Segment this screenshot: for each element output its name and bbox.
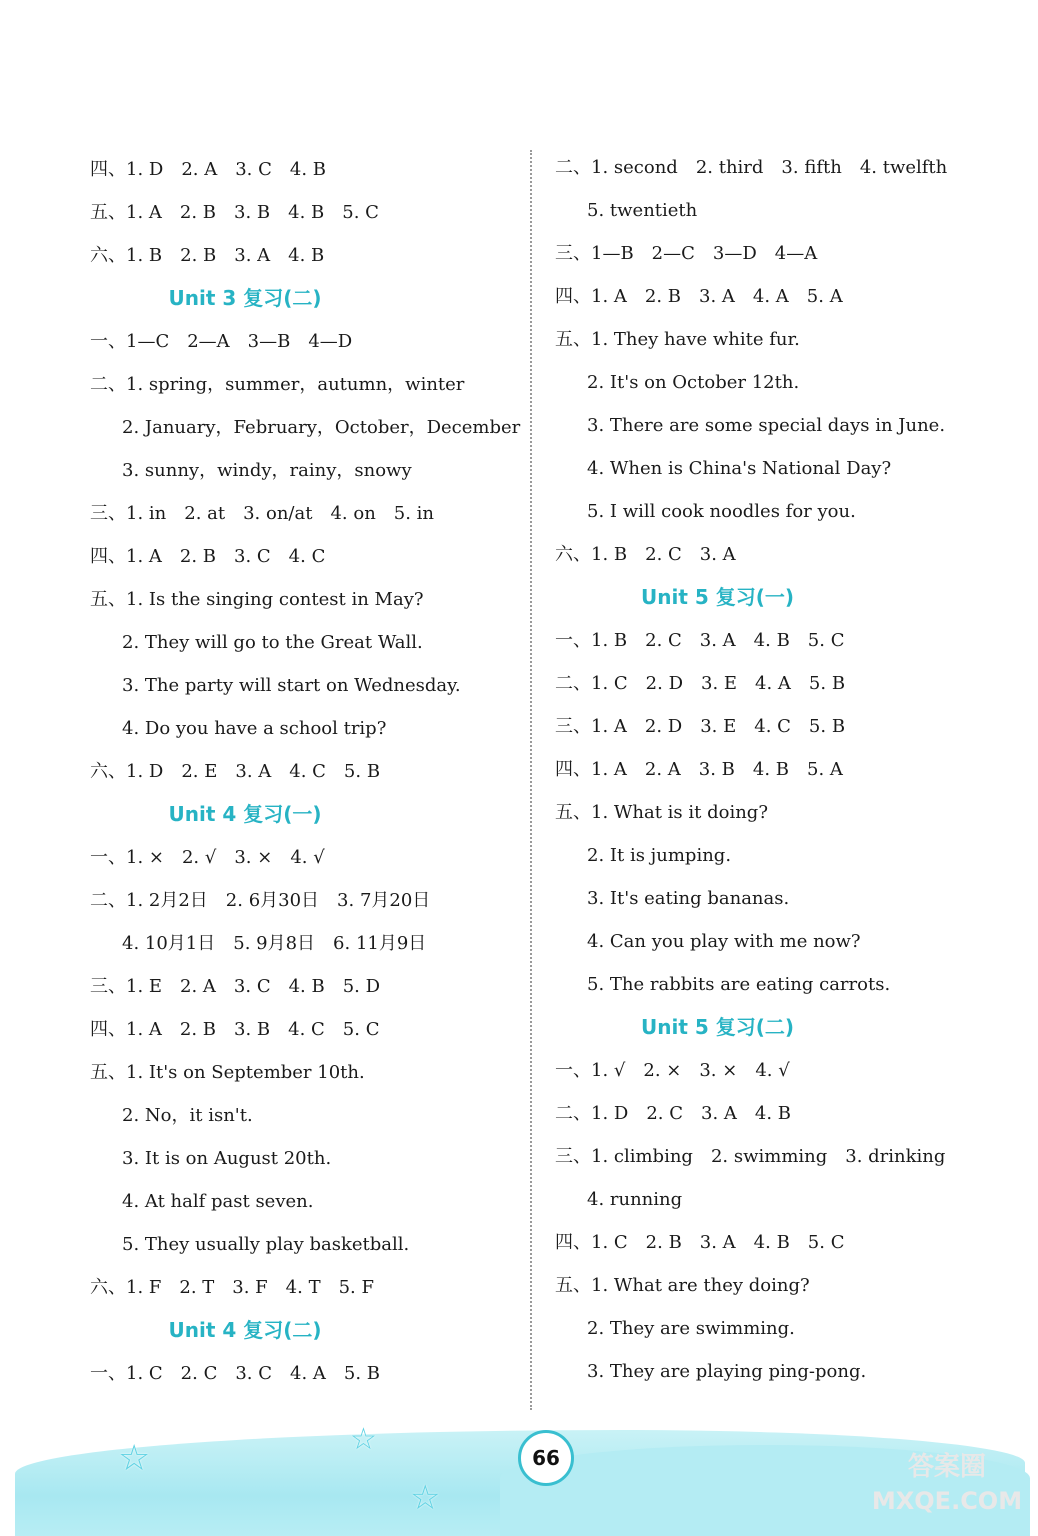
answer-row: 四、1. A 2. B 3. A 4. A 5. A [555,286,843,307]
page-footer [0,1400,1038,1536]
answer-row: 一、1. √ 2. × 3. × 4. √ [555,1060,790,1081]
answer-row: 4. running [587,1189,683,1210]
answer-row: 三、1—B 2—C 3—D 4—A [555,243,818,264]
answer-row: 4. Can you play with me now? [587,931,861,952]
answer-row: 3. It's eating bananas. [587,888,790,909]
answer-row: 4. At half past seven. [122,1191,314,1212]
answer-row: 五、1. What is it doing? [555,802,768,823]
answer-row: 4. When is China's National Day? [587,458,892,479]
answer-row: 四、1. A 2. B 3. B 4. C 5. C [90,1019,380,1040]
watermark-text: 答案圈 [907,1452,986,1482]
left-column [90,148,521,1395]
answer-row: 3. sunny，windy，rainy，snowy [122,460,412,481]
answer-row: 2. They are swimming. [587,1318,795,1339]
answer-row: 五、1. A 2. B 3. B 4. B 5. C [90,202,379,223]
answer-row: 一、1. C 2. C 3. C 4. A 5. B [90,1363,381,1384]
answer-row: 2. It is jumping. [587,845,732,866]
answer-row: 一、1. B 2. C 3. A 4. B 5. C [555,630,845,651]
answer-row: 三、1. E 2. A 3. C 4. B 5. D [90,976,381,997]
star-icon: ☆ [118,1438,151,1479]
answer-row: 2. No，it isn't. [122,1105,253,1126]
answer-row: 二、1. second 2. third 3. fifth 4. twelfth [555,157,948,178]
answer-row: 3. It is on August 20th. [122,1148,332,1169]
answer-row: 2. January，February，October，December [122,417,521,438]
answer-row: 六、1. B 2. C 3. A [555,544,736,565]
section-title: Unit 3 复习(二) [168,286,322,310]
answer-row: 五、1. They have white fur. [555,329,800,350]
answer-row: 二、1. D 2. C 3. A 4. B [555,1103,792,1124]
section-title: Unit 5 复习(二) [640,1015,795,1039]
answer-row: 3. They are playing ping-pong. [587,1361,867,1382]
right-column [555,146,985,1393]
answer-row: 三、1. in 2. at 3. on/at 4. on 5. in [90,503,435,524]
answer-row: 5. twentieth [587,200,698,221]
answer-row: 三、1. climbing 2. swimming 3. drinking [555,1146,946,1167]
answer-row: 3. The party will start on Wednesday. [122,675,461,696]
answer-row: 二、1. 2月2日 2. 6月30日 3. 7月20日 [90,890,431,911]
page-number: 66 [518,1430,574,1486]
answer-row: 二、1. spring，summer，autumn，winter [90,374,465,395]
answer-row: 5. The rabbits are eating carrots. [587,974,891,995]
answer-row: 五、1. Is the singing contest in May? [90,589,424,610]
answer-row: 五、1. It's on September 10th. [90,1062,365,1083]
star-icon: ☆ [410,1478,441,1518]
answer-row: 六、1. F 2. T 3. F 4. T 5. F [90,1277,374,1298]
column-divider [530,150,532,1410]
section-title: Unit 4 复习(一) [168,802,322,826]
section-title: Unit 4 复习(二) [168,1318,322,1342]
answer-row: 四、1. D 2. A 3. C 4. B [90,159,327,180]
answer-row: 三、1. A 2. D 3. E 4. C 5. B [555,716,846,737]
answer-row: 一、1. × 2. √ 3. × 4. √ [90,847,325,868]
answer-row: 5. They usually play basketball. [122,1234,410,1255]
section-title: Unit 5 复习(一) [640,585,795,609]
watermark-url: MXQE.COM [871,1487,1023,1515]
star-icon: ☆ [350,1422,377,1457]
answer-row: 5. I will cook noodles for you. [587,501,856,522]
answer-row: 六、1. B 2. B 3. A 4. B [90,245,325,266]
answer-row: 四、1. C 2. B 3. A 4. B 5. C [555,1232,845,1253]
answer-row: 4. 10月1日 5. 9月8日 6. 11月9日 [122,933,427,954]
answer-row: 四、1. A 2. A 3. B 4. B 5. A [555,759,843,780]
answer-row: 四、1. A 2. B 3. C 4. C [90,546,326,567]
answer-row: 五、1. What are they doing? [555,1275,810,1296]
answer-row: 2. They will go to the Great Wall. [122,632,423,653]
answer-row: 二、1. C 2. D 3. E 4. A 5. B [555,673,846,694]
answer-row: 2. It's on October 12th. [587,372,800,393]
answer-row: 一、1—C 2—A 3—B 4—D [90,331,353,352]
answer-row: 4. Do you have a school trip? [122,718,387,739]
watermark-logo [862,1450,1032,1518]
answer-row: 3. There are some special days in June. [587,415,946,436]
answer-row: 六、1. D 2. E 3. A 4. C 5. B [90,761,381,782]
